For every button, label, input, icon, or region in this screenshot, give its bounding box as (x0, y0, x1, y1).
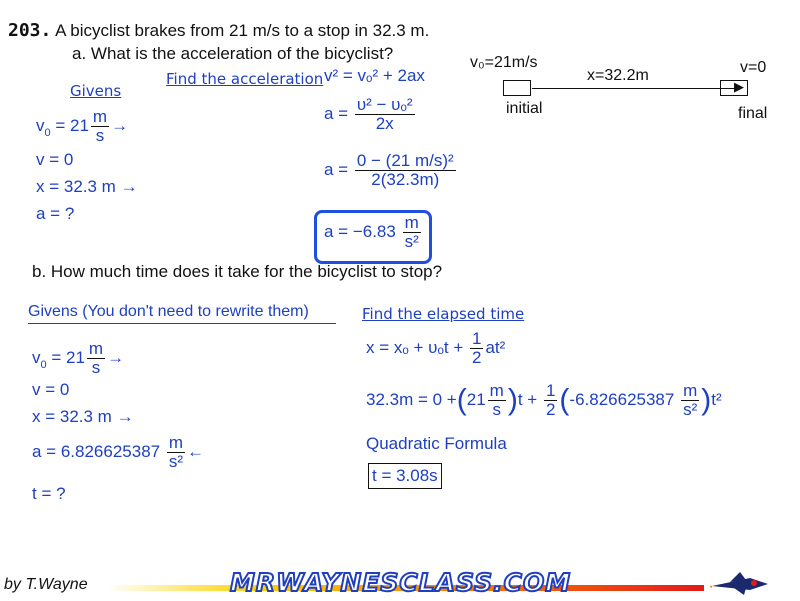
answer-value-a: a = −6.83 (324, 221, 396, 241)
quadratic-label: Quadratic Formula (366, 434, 507, 453)
displacement-line (532, 88, 740, 89)
v0-value: = 21 (55, 115, 89, 135)
diagram-x-label: x=32.2m (587, 67, 649, 84)
problem-header (8, 20, 429, 41)
formula-lhs-b: x = xₒ + υₒt + (366, 337, 464, 357)
step1-a (324, 96, 417, 133)
formula-half-den: 2 (472, 347, 482, 367)
given-a-a: a = ? (36, 204, 75, 223)
diagram-initial-label: initial (506, 100, 543, 117)
kinematic-formula-b (366, 330, 505, 367)
sub-t: t + (517, 389, 538, 409)
answer-unit-den-a: s² (404, 231, 419, 251)
step2-den: 2(32.3m) (371, 169, 440, 189)
diagram-final-label: final (738, 105, 768, 122)
arrow-head-icon: ▶ (734, 79, 744, 94)
unit-num: m (92, 107, 108, 126)
sub-tail: t² (711, 389, 722, 409)
given-a-b: a = 6.826625387 $\frac{m}{\text{s²}}$ ← (32, 433, 205, 471)
problem-number: 203. (8, 20, 52, 41)
sub-lhs: 32.3m = 0 + (366, 389, 457, 409)
find-heading-b: Find the elapsed time (362, 305, 525, 323)
formula-tail-b: at² (485, 337, 506, 357)
problem-statement: A bicyclist brakes from 21 m/s to a stop in 32.3 m. (55, 21, 430, 40)
step1-num: υ² − υₒ² (356, 95, 413, 114)
given-t-b: t = ? (32, 484, 66, 503)
unit-den-b: s (91, 357, 101, 377)
step1-lhs: a = (324, 103, 349, 123)
formula-half-num: 1 (472, 329, 482, 348)
diagram-v-label: v=0 (740, 59, 767, 76)
sub-a-den: s² (683, 399, 698, 419)
sub-half-num: 1 (545, 381, 556, 400)
givens-heading-a: Givens (70, 82, 122, 100)
part-b-question: b. How much time does it take for the bicyclist to stop? (32, 262, 443, 281)
answer-b: t = 3.08s (368, 463, 442, 489)
v0-subscript-b: 0 (40, 358, 47, 371)
sub-v-den: s (492, 399, 501, 419)
diagram-v0-label: v₀=21m/s (470, 54, 538, 71)
given-x-b: x = 32.3 m → (32, 407, 134, 426)
answer-unit-num-a: m (404, 213, 419, 232)
sub-v-num: m (489, 381, 504, 400)
find-heading-a: Find the acceleration (166, 70, 324, 88)
given-v-a: v = 0 (36, 150, 74, 169)
answer-a (324, 214, 423, 251)
step2-a (324, 152, 458, 189)
step1-den: 2x (375, 113, 394, 133)
v0-value-b: = 21 (51, 347, 85, 367)
initial-box (503, 80, 531, 96)
v0-symbol-b: v (32, 347, 41, 367)
sub-half-den: 2 (545, 399, 556, 419)
step2-lhs: a = (324, 159, 349, 179)
given-v-b: v = 0 (32, 380, 70, 399)
rocket-icon (710, 570, 770, 601)
sub-v: 21 (466, 389, 486, 409)
a-value-b: a = 6.826625387 (32, 441, 161, 461)
unit-den: s (95, 125, 105, 145)
unit-num-b: m (88, 339, 104, 358)
kinematic-formula-a: v² = vₒ² + 2ax (324, 66, 425, 85)
v0-symbol: v (36, 115, 45, 135)
part-a-question: a. What is the acceleration of the bicyclist? (72, 44, 394, 63)
sub-a-num: m (683, 381, 698, 400)
brand-logo[interactable]: MRWAYNESCLASS.COM (230, 568, 572, 597)
substitution-b: 32.3m = 0 +(21 $\frac{m}{s}$ )t + $\frac{1}{2}$ (-6.826625387 $\frac{m}{\text{s²}}$ )t² (366, 381, 722, 419)
author-credit: by T.Wayne (4, 576, 88, 593)
sub-a: -6.826625387 (569, 389, 675, 409)
given-v0-a: $v_0 = 21$ $\frac{m}{s}$ → (36, 107, 129, 145)
a-unit-den-b: s² (168, 451, 184, 471)
given-v0-b: $v_0 = 21$ $\frac{m}{s}$ → (32, 339, 125, 377)
step2-num: 0 − (21 m/s)² (356, 151, 454, 170)
a-unit-num-b: m (168, 433, 184, 452)
given-x-a: x = 32.3 m → (36, 177, 138, 196)
v0-subscript: 0 (44, 126, 51, 139)
givens-heading-b: Givens (You don't need to rewrite them) (28, 303, 336, 324)
